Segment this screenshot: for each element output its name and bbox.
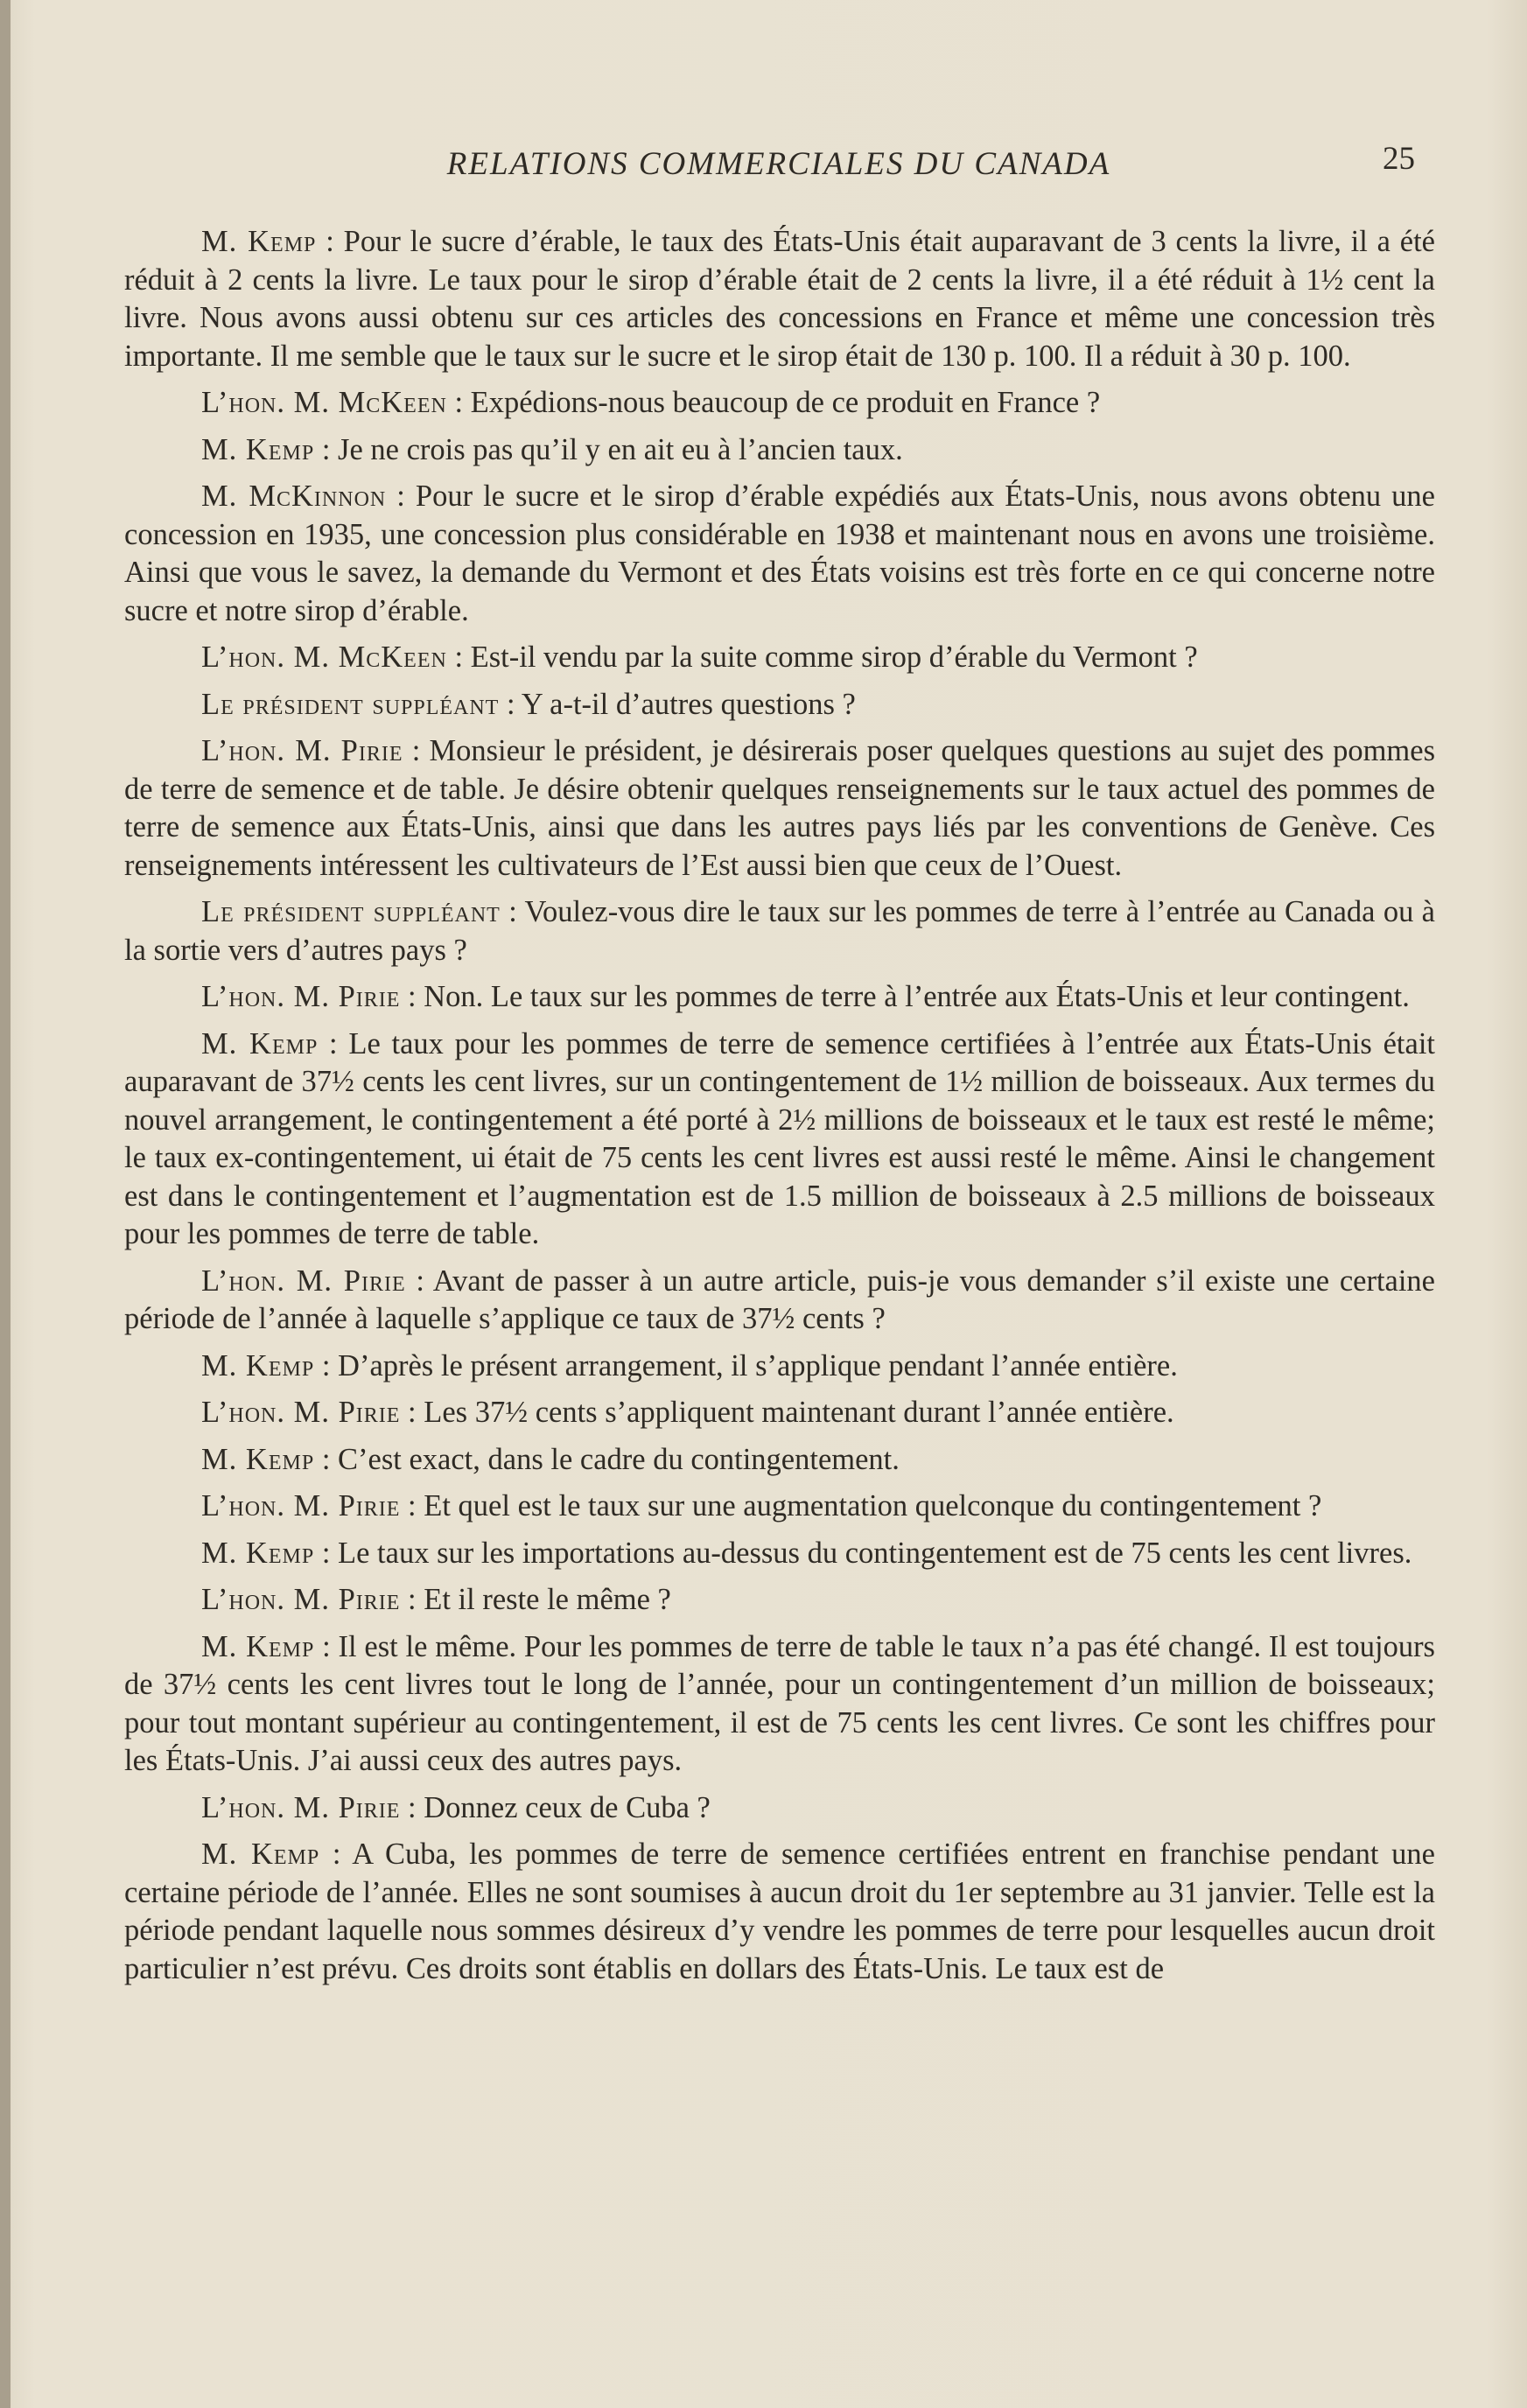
speaker-name: M. Kemp <box>201 225 317 258</box>
transcript-body <box>124 223 1435 1997</box>
paragraph-text: : Le taux pour les pommes de terre de semence certifiées à l’entrée aux États-Unis était auparavant de 37½ cents les cent livres, sur un contingentement de 1½ million de boisseaux. Aux termes du nouvel arrangement, le contingentement a été porté à 2½ millions de boisseaux et le taux est resté le même; le taux ex-contingentement, ui était de 75 cents les cent livres est aussi resté le même. Ainsi le changement est dans le contingentement et l’augmentation est de 1.5 million de boisseaux à 2.5 millions de boisseaux pour les pommes de terre de table. <box>124 1026 1435 1250</box>
speaker-name: Le président suppléant <box>201 687 500 721</box>
speaker-name: L’hon. M. Pirie <box>201 1790 401 1824</box>
paragraph <box>124 431 1435 470</box>
paragraph <box>124 384 1435 423</box>
page-number: 25 <box>1383 141 1415 177</box>
paragraph-text: : Je ne crois pas qu’il y en ait eu à l’ancien taux. <box>314 432 903 466</box>
paragraph <box>124 639 1435 677</box>
paragraph <box>124 1026 1435 1254</box>
paragraph-text: : Donnez ceux de Cuba ? <box>400 1790 711 1824</box>
paragraph <box>124 1628 1435 1781</box>
speaker-name: Le président suppléant <box>201 895 501 928</box>
paragraph-text: : Avant de passer à un autre article, puis-je vous demander s’il existe une certaine période de l’année à laquelle s’applique ce taux de 37½ cents ? <box>124 1264 1435 1335</box>
speaker-name: L’hon. M. Pirie <box>201 1489 401 1522</box>
paragraph-text: : Pour le sucre et le sirop d’érable expédiés aux États-Unis, nous avons obtenu une concession en 1935, une concession plus considérable en 1938 et maintenant nous en avons une troisième. Ainsi que vous le savez, la demande du Vermont et des États voisins est très forte en ce qui concerne notre sucre et notre sirop d’érable. <box>124 480 1435 627</box>
paragraph <box>124 1441 1435 1480</box>
paragraph <box>124 1488 1435 1526</box>
speaker-name: L’hon. M. Pirie <box>201 1264 406 1298</box>
paragraph-text: : Expédions-nous beaucoup de ce produit en France ? <box>446 386 1101 419</box>
speaker-name: M. Kemp <box>201 1442 315 1476</box>
speaker-name: L’hon. M. Pirie <box>201 1583 401 1616</box>
paragraph <box>124 1535 1435 1573</box>
speaker-name: M. Kemp <box>201 1026 319 1060</box>
speaker-name: L’hon. M. Pirie <box>201 734 403 767</box>
speaker-name: L’hon. M. Pirie <box>201 980 401 1013</box>
paragraph-text: : D’après le présent arrangement, il s’applique pendant l’année entière. <box>314 1348 1178 1382</box>
paragraph-text: : A Cuba, les pommes de terre de semence certifiées entrent en franchise pendant une certaine période de l’année. Elles ne sont soumises à aucun droit du 1er septembre au 31 janvier. Telle est la période pendant laquelle nous sommes désireux d’y vendre les pommes de terre pour lesquelles aucun droit particulier n’est prévu. Ces droits sont établis en dollars des États-Unis. Le taux est de <box>124 1838 1435 1985</box>
speaker-name: L’hon. M. Pirie <box>201 1396 401 1429</box>
paragraph <box>124 1348 1435 1386</box>
paragraph-text: : Les 37½ cents s’appliquent maintenant durant l’année entière. <box>400 1396 1174 1429</box>
paragraph-text: : Et quel est le taux sur une augmentation quelconque du contingentement ? <box>400 1489 1322 1522</box>
paragraph <box>124 1836 1435 1988</box>
speaker-name: M. Kemp <box>201 432 315 466</box>
paragraph <box>124 223 1435 375</box>
speaker-name: M. McKinnon <box>201 480 387 513</box>
paragraph <box>124 1789 1435 1828</box>
running-title: RELATIONS COMMERCIALES DU CANADA <box>446 146 1111 182</box>
paragraph-text: : Non. Le taux sur les pommes de terre à l’entrée aux États-Unis et leur contingent. <box>400 980 1410 1013</box>
paragraph <box>124 1581 1435 1620</box>
paragraph-text: : Pour le sucre d’érable, le taux des États-Unis était auparavant de 3 cents la livre, il a été réduit à 2 cents la livre. Le taux pour le sirop d’érable était de 2 cents la livre, il a été réduit à 1½ cent la livre. Nous avons aussi obtenu sur ces articles des concessions en France et même une concession très importante. Il me semble que le taux sur le sucre et le sirop était de 130 p. 100. Il a réduit à 30 p. 100. <box>124 225 1435 373</box>
paragraph-text: : C’est exact, dans le cadre du contingentement. <box>314 1442 900 1476</box>
paragraph-text: : Le taux sur les importations au-dessus du contingentement est de 75 cents les cent livres. <box>314 1536 1412 1570</box>
paragraph <box>124 732 1435 885</box>
paragraph <box>124 686 1435 724</box>
speaker-name: M. Kemp <box>201 1838 320 1871</box>
paragraph <box>124 478 1435 630</box>
paragraph <box>124 1263 1435 1339</box>
paragraph <box>124 978 1435 1017</box>
paragraph-text: : Et il reste le même ? <box>400 1583 671 1616</box>
speaker-name: M. Kemp <box>201 1629 315 1663</box>
speaker-name: M. Kemp <box>201 1536 315 1570</box>
paragraph-text: : Est-il vendu par la suite comme sirop d’érable du Vermont ? <box>446 640 1198 674</box>
paragraph <box>124 1394 1435 1432</box>
paragraph-text: : Il est le même. Pour les pommes de terre de table le taux n’a pas été changé. Il est toujours de 37½ cents les cent livres tout le long de l’année, pour un contingentement d’un million de boisseaux; pour tout montant supérieur au contingentement, il est de 75 cents les cent livres. Ce sont les chiffres pour les États-Unis. J’ai aussi ceux des autres pays. <box>124 1629 1435 1777</box>
speaker-name: L’hon. M. McKeen <box>201 640 447 674</box>
speaker-name: M. Kemp <box>201 1348 315 1382</box>
paragraph-text: : Voulez-vous dire le taux sur les pommes de terre à l’entrée au Canada ou à la sortie vers d’autres pays ? <box>124 895 1435 967</box>
paragraph-text: : Monsieur le président, je désirerais poser quelques questions au sujet des pommes de terre de semence et de table. Je désire obtenir quelques renseignements sur le taux actuel des pommes de terre de semence aux États-Unis, ainsi que dans les autres pays liés par les conventions de Genève. Ces renseignements intéressent les cultivateurs de l’Est aussi bien que ceux de l’Ouest. <box>124 734 1435 882</box>
page-binding-edge <box>0 0 11 2408</box>
speaker-name: L’hon. M. McKeen <box>201 386 447 419</box>
paragraph <box>124 893 1435 970</box>
paragraph-text: : Y a-t-il d’autres questions ? <box>499 687 856 721</box>
